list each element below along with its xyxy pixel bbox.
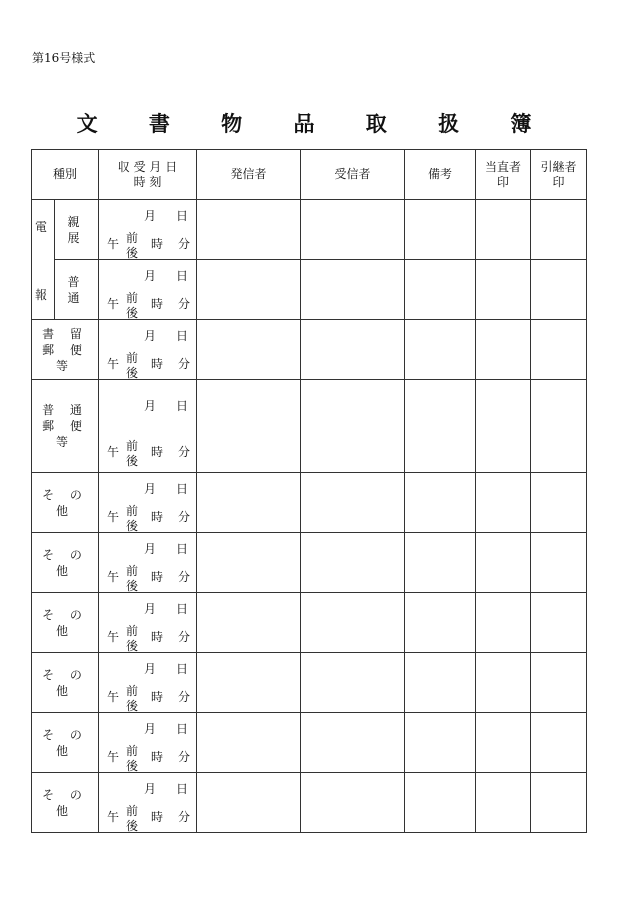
receiver-cell (301, 380, 405, 473)
datetime-label: 分 (178, 445, 191, 459)
sender-cell (197, 320, 301, 380)
datetime-label: 時 (151, 570, 164, 584)
datetime-label: 午 (107, 510, 120, 524)
datetime-label: 後 (126, 579, 139, 593)
handover-seal-cell (531, 200, 587, 260)
table-row (32, 320, 587, 380)
remarks-cell (405, 593, 476, 653)
header-remarks: 備考 (405, 150, 476, 200)
duty-seal-cell (476, 773, 531, 833)
datetime-label: 前 (126, 624, 139, 638)
duty-seal-cell (476, 593, 531, 653)
remarks-cell (405, 473, 476, 533)
table-row (32, 380, 587, 473)
datetime-label: 分 (178, 750, 191, 764)
datetime-label: 前 (126, 351, 139, 365)
datetime-label: 後 (126, 366, 139, 380)
datetime-label: 月 (144, 602, 157, 616)
receiver-cell (301, 653, 405, 713)
category-urgent: 親 展 (55, 200, 99, 260)
table-row (32, 773, 587, 833)
remarks-cell (405, 380, 476, 473)
duty-seal-cell (476, 320, 531, 380)
datetime-label: 日 (176, 269, 189, 283)
receiver-cell (301, 200, 405, 260)
handover-seal-cell (531, 533, 587, 593)
datetime-label: 時 (151, 297, 164, 311)
receiver-cell (301, 260, 405, 320)
page-title: 文 書 物 品 取 扱 簿 (76, 111, 554, 136)
sender-cell (197, 773, 301, 833)
datetime-cell (99, 773, 197, 833)
category-other: そ の 他 (32, 713, 99, 773)
form-number: 第16号様式 (32, 51, 96, 65)
handover-seal-cell (531, 593, 587, 653)
datetime-label: 日 (176, 329, 189, 343)
duty-seal-cell (476, 533, 531, 593)
handover-seal-cell (531, 473, 587, 533)
datetime-label: 午 (107, 750, 120, 764)
duty-seal-cell (476, 713, 531, 773)
table-row (32, 713, 587, 773)
datetime-label: 時 (151, 630, 164, 644)
receiver-cell (301, 773, 405, 833)
handover-seal-cell (531, 713, 587, 773)
table-row (32, 533, 587, 593)
datetime-label: 日 (176, 662, 189, 676)
handover-seal-cell (531, 260, 587, 320)
sender-cell (197, 533, 301, 593)
receiver-cell (301, 713, 405, 773)
datetime-label: 午 (107, 237, 120, 251)
table-row (32, 260, 587, 320)
handover-seal-cell (531, 320, 587, 380)
datetime-label: 月 (144, 482, 157, 496)
remarks-cell (405, 200, 476, 260)
duty-seal-cell (476, 653, 531, 713)
category-other: そ の 他 (32, 773, 99, 833)
receiver-cell (301, 533, 405, 593)
datetime-label: 後 (126, 819, 139, 833)
datetime-label: 後 (126, 306, 139, 320)
datetime-label: 月 (144, 662, 157, 676)
datetime-label: 月 (144, 329, 157, 343)
ledger-table (31, 149, 587, 833)
datetime-label: 分 (178, 570, 191, 584)
datetime-cell (99, 320, 197, 380)
handover-seal-cell (531, 653, 587, 713)
table-row (32, 200, 587, 260)
datetime-label: 前 (126, 564, 139, 578)
handover-seal-cell (531, 380, 587, 473)
header-receiver: 受信者 (301, 150, 405, 200)
header-received-datetime: 収 受 月 日 時 刻 (99, 150, 197, 200)
datetime-label: 前 (126, 439, 139, 453)
header-handover-seal: 引継者 印 (531, 150, 587, 200)
datetime-label: 月 (144, 542, 157, 556)
duty-seal-cell (476, 380, 531, 473)
remarks-cell (405, 533, 476, 593)
datetime-label: 後 (126, 699, 139, 713)
datetime-label: 後 (126, 639, 139, 653)
sender-cell (197, 713, 301, 773)
datetime-label: 午 (107, 297, 120, 311)
duty-seal-cell (476, 200, 531, 260)
datetime-label: 時 (151, 690, 164, 704)
datetime-label: 午 (107, 357, 120, 371)
datetime-label: 月 (144, 269, 157, 283)
datetime-cell (99, 200, 197, 260)
category-ordinary-mail: 普 通 郵 便 等 (32, 380, 99, 473)
datetime-label: 日 (176, 542, 189, 556)
category-normal: 普 通 (55, 260, 99, 320)
sender-cell (197, 473, 301, 533)
datetime-cell (99, 653, 197, 713)
datetime-label: 後 (126, 246, 139, 260)
datetime-label: 時 (151, 357, 164, 371)
receiver-cell (301, 320, 405, 380)
datetime-label: 後 (126, 454, 139, 468)
receiver-cell (301, 473, 405, 533)
datetime-label: 日 (176, 722, 189, 736)
datetime-label: 時 (151, 750, 164, 764)
datetime-label: 日 (176, 782, 189, 796)
datetime-label: 分 (178, 237, 191, 251)
datetime-label: 前 (126, 744, 139, 758)
datetime-label: 前 (126, 291, 139, 305)
sender-cell (197, 380, 301, 473)
datetime-cell (99, 473, 197, 533)
datetime-cell (99, 593, 197, 653)
duty-seal-cell (476, 473, 531, 533)
category-registered-mail: 書 留 郵 便 等 (32, 320, 99, 380)
datetime-label: 日 (176, 602, 189, 616)
telegram-label: 電 報 (32, 200, 55, 320)
datetime-label: 後 (126, 519, 139, 533)
datetime-label: 分 (178, 297, 191, 311)
header-type: 種別 (32, 150, 99, 200)
category-other: そ の 他 (32, 473, 99, 533)
remarks-cell (405, 773, 476, 833)
header-row (32, 150, 587, 200)
datetime-label: 後 (126, 759, 139, 773)
sender-cell (197, 200, 301, 260)
remarks-cell (405, 653, 476, 713)
datetime-label: 前 (126, 504, 139, 518)
datetime-label: 分 (178, 690, 191, 704)
duty-seal-cell (476, 260, 531, 320)
category-other: そ の 他 (32, 593, 99, 653)
datetime-label: 月 (144, 782, 157, 796)
sender-cell (197, 593, 301, 653)
datetime-label: 月 (144, 209, 157, 223)
datetime-label: 午 (107, 445, 120, 459)
datetime-label: 時 (151, 237, 164, 251)
datetime-label: 前 (126, 231, 139, 245)
sender-cell (197, 653, 301, 713)
sender-cell (197, 260, 301, 320)
table-row (32, 473, 587, 533)
handover-seal-cell (531, 773, 587, 833)
datetime-label: 前 (126, 804, 139, 818)
category-other: そ の 他 (32, 653, 99, 713)
datetime-label: 午 (107, 810, 120, 824)
datetime-label: 前 (126, 684, 139, 698)
datetime-label: 午 (107, 690, 120, 704)
remarks-cell (405, 260, 476, 320)
category-other: そ の 他 (32, 533, 99, 593)
table-row (32, 593, 587, 653)
header-sender: 発信者 (197, 150, 301, 200)
datetime-label: 日 (176, 209, 189, 223)
header-duty-seal: 当直者 印 (476, 150, 531, 200)
datetime-label: 分 (178, 357, 191, 371)
datetime-label: 月 (144, 399, 157, 413)
datetime-cell (99, 260, 197, 320)
datetime-label: 午 (107, 630, 120, 644)
datetime-label: 日 (176, 482, 189, 496)
datetime-cell (99, 533, 197, 593)
datetime-cell (99, 380, 197, 473)
datetime-cell (99, 713, 197, 773)
datetime-label: 時 (151, 510, 164, 524)
datetime-label: 月 (144, 722, 157, 736)
remarks-cell (405, 320, 476, 380)
datetime-label: 分 (178, 630, 191, 644)
remarks-cell (405, 713, 476, 773)
datetime-label: 時 (151, 810, 164, 824)
datetime-label: 分 (178, 810, 191, 824)
datetime-label: 時 (151, 445, 164, 459)
datetime-label: 午 (107, 570, 120, 584)
datetime-label: 分 (178, 510, 191, 524)
receiver-cell (301, 593, 405, 653)
datetime-label: 日 (176, 399, 189, 413)
table-row (32, 653, 587, 713)
